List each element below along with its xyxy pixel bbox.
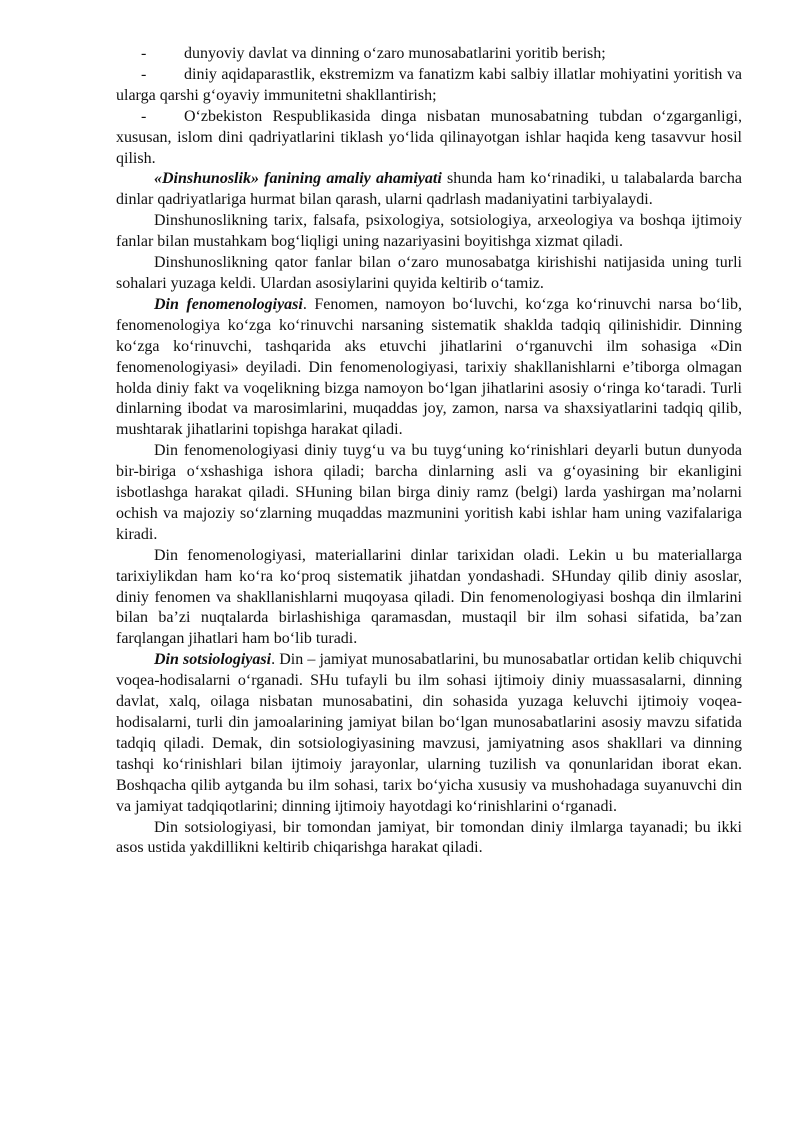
bullet-text: diniy aqidaparastlik, ekstremizm va fanatizm kabi salbiy illatlar mohiyatini yoritish va ularga qarshi g‘oyaviy immunitetni shakllantirish; <box>116 65 742 104</box>
paragraph-heading: «Dinshunoslik» fanining amaliy ahamiyati <box>154 170 442 188</box>
bullet-item <box>116 107 742 170</box>
paragraph-sociology-basis: Din sotsiologiyasi, bir tomondan jamiyat, bir tomondan diniy ilmlarga tayanadi; bu ikki asos ustida yakdillikni keltirib chiqarishga harakat qiladi. <box>116 818 742 857</box>
paragraph-body: . Fenomen, namoyon bo‘luvchi, ko‘zga ko‘rinuvchi narsa bo‘lib, fenomenologiya ko‘zga ko‘rinuvchi narsaning sistematik shaklda tadqiq qilinishidir. Dinning ko‘zga ko‘rinuvchi, tashqarida aks etuvchi jihatlarini o‘rganuvchi ilm sohasiga «Din fenomenologiyasi» deyiladi. Din fenomenologiyasi, tarixiy shakllanishlarni e’tiborga olmagan holda diniy fakt va voqelikning bizga namoyon bo‘lgan jihatlarini asosiy o‘ringa ko‘taradi. Turli dinlarning ibodat va marosimlarini, muqaddas joy, zamon, narsa va shaxsiyatlarini tadqiq qilib, mushtarak jihatlarini topishga harakat qiladi. <box>116 295 742 439</box>
paragraph-heading: Din fenomenologiyasi <box>154 295 303 313</box>
bullet-dash: - <box>141 65 147 83</box>
bullet-item <box>116 44 742 65</box>
paragraph-branches: Dinshunoslikning qator fanlar bilan o‘zaro munosabatga kirishishi natijasida uning turli sohalari yuzaga keldi. Ulardan asosiylarini quyida keltirib o‘tamiz. <box>116 254 742 292</box>
bullet-text: dunyoviy davlat va dinning o‘zaro munosabatlarini yoritib berish; <box>184 45 606 62</box>
paragraph-phenomenology-definition <box>116 295 742 441</box>
paragraph-related-sciences: Dinshunoslikning tarix, falsafa, psixologiya, sotsiologiya, arxeologiya va boshqa ijtimoiy fanlar bilan mustahkam bog‘liqligi uning nazariyasini boyitishga xizmat qiladi. <box>116 212 742 251</box>
paragraph-heading: Din sotsiologiyasi <box>154 651 272 669</box>
document-page <box>116 44 742 859</box>
paragraph-body: . Din – jamiyat munosabatlarini, bu munosabatlar ortidan kelib chiquvchi voqea-hodisalarni o‘rganadi. SHu tufayli bu ilm sohasi ijtimoiy diniy muassasalarni, dinning davlat, xalq, oilaga nisbatan munosabatini, din sohasida yuzaga keluvchi ijtimoiy voqea-hodisalarni, turli din jamoalarining jamiyat bilan bo‘lgan munosabatlarini asosiy mavzu sifatida tadqiq qiladi. Demak, din sotsiologiyasining mavzusi, jamiyatning asos shakllari va dinning tashqi ko‘rinishlari bilan ijtimoiy jarayonlar, ularning tuzilish va qonunlaridan iborat ekan. Boshqacha qilib aytganda bu ilm sohasi, tarix bo‘yicha xususiy va mushohadaga suyanuvchi din va jamiyat tadqiqotlarini; dinning ijtimoiy hayotdagi ko‘rinishlarini o‘rganadi. <box>116 651 743 815</box>
paragraph-body: shunda ham ko‘rinadiki, u talabalarda barcha dinlar qadriyatlariga hurmat bilan qarash, ularni qadrlash madaniyatini tarbiyalaydi. <box>116 170 742 209</box>
paragraph-practical-importance <box>116 169 742 211</box>
paragraph-sociology-definition <box>116 650 742 817</box>
bullet-dash: - <box>141 45 147 62</box>
paragraph-phenomenology-materials: Din fenomenologiyasi, materiallarini dinlar tarixidan oladi. Lekin u bu materiallarga tarixiylikdan ham ko‘ra ko‘proq sistematik jihatdan yondashadi. SHunday qilib diniy asoslar, diniy fenomen va shakllanishlarni muqoyasa qiladi. Din fenomenologiyasi boshqa din ilmlarini bilan ba’zi nuqtalarda birlashishiga qaramasdan, mustaqil bir ilm sohasi sifatida, ba’zan farqlangan jihatlari ham bo‘lib turadi. <box>116 546 742 648</box>
bullet-text: O‘zbekiston Respublikasida dinga nisbatan munosabatning tubdan o‘zgarganligi, xususan, islom dini qadriyatlarini tiklash yo‘lida qilinayotgan ishlar haqida keng tasavvur hosil qilish. <box>116 107 742 167</box>
bullet-item <box>116 65 742 107</box>
paragraph-phenomenology-feeling: Din fenomenologiyasi diniy tuyg‘u va bu tuyg‘uning ko‘rinishlari deyarli butun dunyoda bir-biriga o‘xshashiga ishora qiladi; barcha dinlarning asli va g‘oyasining bir ekanligini isbotlashga harakat qiladi. SHuning bilan birga diniy ramz (belgi) larda yashirgan ma’nolarni ochish va majoziy so‘zlarning muqaddas mazmunini yoritish kabi ishlar ham uning vazifalariga kiradi. <box>116 442 742 543</box>
bullet-dash: - <box>141 107 147 125</box>
